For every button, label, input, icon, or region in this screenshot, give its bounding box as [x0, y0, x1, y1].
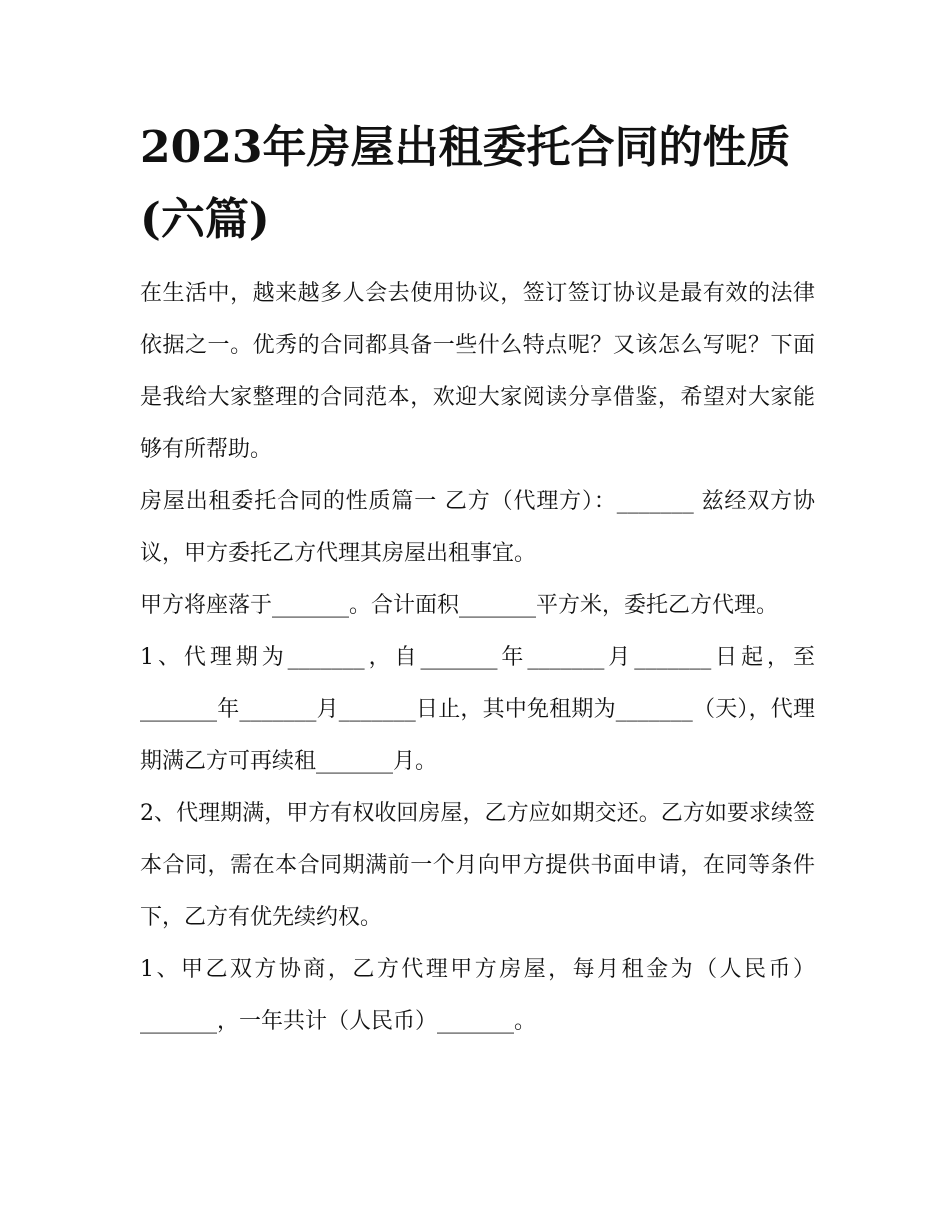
property-location-paragraph: 甲方将座落于_______。合计面积_______平方米，委托乙方代理。: [140, 593, 779, 618]
agency-term-clause: 1、代理期为_______，自_______年_______月_______日起，至_______年_______月_______日止，其中免租期为_______（天），代理期满乙方可再续租_______月。: [140, 645, 815, 774]
rent-clause: 1、甲乙双方协商，乙方代理甲方房屋，每月租金为（人民币）_______，一年共计（人民币）_______。: [140, 957, 815, 1034]
intro-paragraph: 在生活中，越来越多人会去使用协议，签订签订协议是最有效的法律依据之一。优秀的合同都具备一些什么特点呢？又该怎么写呢？下面是我给大家整理的合同范本，欢迎大家阅读分享借鉴，希望对大家能够有所帮助。: [140, 281, 815, 462]
document-body: [140, 112, 815, 1048]
renewal-clause: 2、代理期满，甲方有权收回房屋，乙方应如期交还。乙方如要求续签本合同，需在本合同期满前一个月向甲方提供书面申请，在同等条件下，乙方有优先续约权。: [140, 801, 815, 930]
section-one-paragraph: 房屋出租委托合同的性质篇一 乙方（代理方）：_______ 兹经双方协议，甲方委托乙方代理其房屋出租事宜。: [140, 489, 815, 566]
document-title: 2023年房屋出租委托合同的性质(六篇): [140, 122, 791, 245]
